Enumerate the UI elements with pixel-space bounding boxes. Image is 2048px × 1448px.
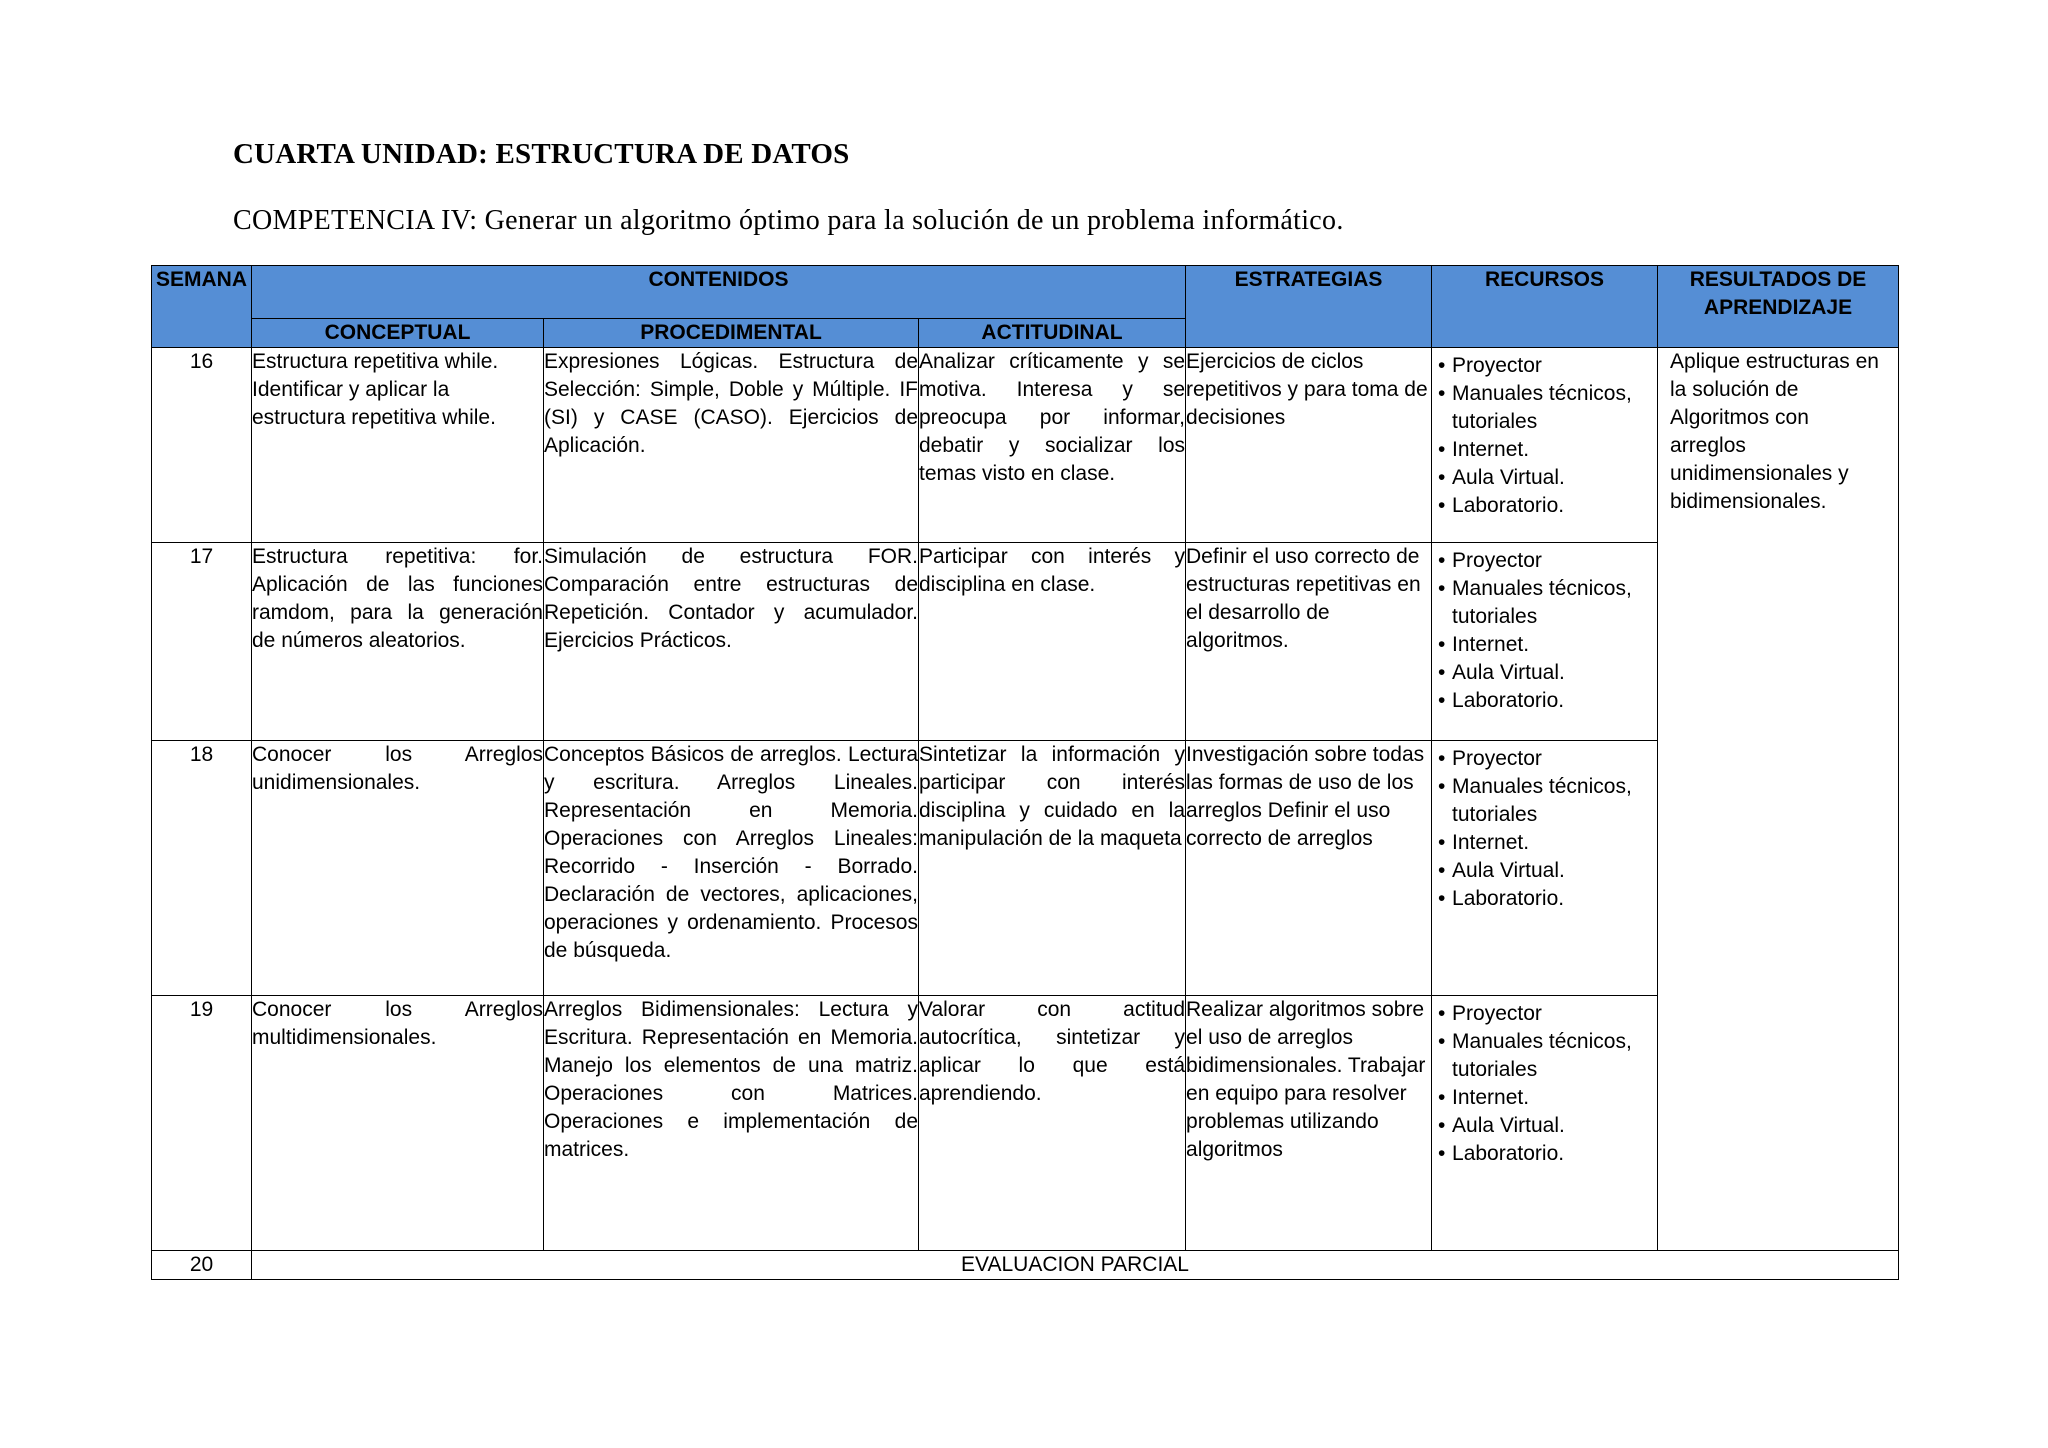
week-number: 17 bbox=[152, 543, 252, 741]
header-contenidos: CONTENIDOS bbox=[252, 266, 1186, 319]
list-item: • Proyector bbox=[1452, 745, 1651, 773]
recursos-list bbox=[1432, 996, 1657, 1168]
recursos-cell bbox=[1432, 543, 1658, 741]
header-estrategias: ESTRATEGIAS bbox=[1186, 266, 1432, 348]
list-item: • Laboratorio. bbox=[1452, 885, 1651, 913]
header-recursos: RECURSOS bbox=[1432, 266, 1658, 348]
procedimental-cell: Arreglos Bidimensionales: Lectura y Escritura. Representación en Memoria. Manejo los elementos de una matriz. Operaciones con Matrices. Operaciones e implementación de matrices. bbox=[544, 996, 919, 1251]
estrategias-cell: Investigación sobre todas las formas de uso de los arreglos Definir el uso correcto de arreglos bbox=[1186, 741, 1432, 996]
estrategias-cell: Definir el uso correcto de estructuras repetitivas en el desarrollo de algoritmos. bbox=[1186, 543, 1432, 741]
list-item: • Laboratorio. bbox=[1452, 492, 1651, 520]
procedimental-cell: Expresiones Lógicas. Estructura de Selección: Simple, Doble y Múltiple. IF (SI) y CASE (CASO). Ejercicios de Aplicación. bbox=[544, 348, 919, 543]
list-item: • Manuales técnicos, tutoriales bbox=[1452, 1028, 1651, 1084]
conceptual-cell: Conocer los Arreglos unidimensionales. bbox=[252, 741, 544, 996]
actitudinal-cell: Valorar con actitud autocrítica, sintetizar y aplicar lo que está aprendiendo. bbox=[919, 996, 1186, 1251]
recursos-cell bbox=[1432, 996, 1658, 1251]
resultado-text: Aplique estructuras en la solución de Algoritmos con arreglos unidimensionales y bidimensionales. bbox=[1670, 350, 1879, 513]
list-item: • Proyector bbox=[1452, 352, 1651, 380]
course-plan-table bbox=[151, 265, 1899, 1280]
week-number: 19 bbox=[152, 996, 252, 1251]
actitudinal-cell: Analizar críticamente y se motiva. Interesa y se preocupa por informar, debatir y socializar los temas visto en clase. bbox=[919, 348, 1186, 543]
list-item: • Aula Virtual. bbox=[1452, 464, 1651, 492]
actitudinal-cell: Participar con interés y disciplina en clase. bbox=[919, 543, 1186, 741]
header-procedimental: PROCEDIMENTAL bbox=[544, 319, 919, 348]
week-number: 20 bbox=[152, 1251, 252, 1280]
recursos-list bbox=[1432, 543, 1657, 715]
list-item: • Manuales técnicos, tutoriales bbox=[1452, 773, 1651, 829]
conceptual-cell: Estructura repetitiva while. Identificar y aplicar la estructura repetitiva while. bbox=[252, 348, 544, 543]
table-row bbox=[152, 348, 1899, 543]
list-item: • Internet. bbox=[1452, 631, 1651, 659]
competencia-statement: COMPETENCIA IV: Generar un algoritmo óptimo para la solución de un problema informático. bbox=[233, 205, 1344, 236]
conceptual-cell: Estructura repetitiva: for. Aplicación de las funciones ramdom, para la generación de números aleatorios. bbox=[252, 543, 544, 741]
recursos-list bbox=[1432, 741, 1657, 913]
list-item: • Internet. bbox=[1452, 829, 1651, 857]
list-item: • Laboratorio. bbox=[1452, 1140, 1651, 1168]
header-actitudinal: ACTITUDINAL bbox=[919, 319, 1186, 348]
list-item: • Manuales técnicos, tutoriales bbox=[1452, 575, 1651, 631]
table-row bbox=[152, 741, 1899, 996]
recursos-cell bbox=[1432, 348, 1658, 543]
evaluation-cell: EVALUACION PARCIAL bbox=[252, 1251, 1899, 1280]
list-item: • Internet. bbox=[1452, 436, 1651, 464]
estrategias-cell: Ejercicios de ciclos repetitivos y para toma de decisiones bbox=[1186, 348, 1432, 543]
list-item: • Aula Virtual. bbox=[1452, 857, 1651, 885]
table-row bbox=[152, 543, 1899, 741]
week-number: 16 bbox=[152, 348, 252, 543]
recursos-list bbox=[1432, 348, 1657, 520]
estrategias-cell: Realizar algoritmos sobre el uso de arreglos bidimensionales. Trabajar en equipo para resolver problemas utilizando algoritmos bbox=[1186, 996, 1432, 1251]
list-item: • Proyector bbox=[1452, 547, 1651, 575]
header-resultados: RESULTADOS DE APRENDIZAJE bbox=[1658, 266, 1899, 348]
list-item: • Manuales técnicos, tutoriales bbox=[1452, 380, 1651, 436]
list-item: • Aula Virtual. bbox=[1452, 659, 1651, 687]
list-item: • Proyector bbox=[1452, 1000, 1651, 1028]
week-number: 18 bbox=[152, 741, 252, 996]
list-item: • Aula Virtual. bbox=[1452, 1112, 1651, 1140]
list-item: • Laboratorio. bbox=[1452, 687, 1651, 715]
conceptual-cell: Conocer los Arreglos multidimensionales. bbox=[252, 996, 544, 1251]
resultados-cell bbox=[1658, 348, 1899, 1251]
unit-title: CUARTA UNIDAD: ESTRUCTURA DE DATOS bbox=[233, 138, 850, 170]
recursos-cell bbox=[1432, 741, 1658, 996]
table-row bbox=[152, 1251, 1899, 1280]
list-item: • Internet. bbox=[1452, 1084, 1651, 1112]
procedimental-cell: Simulación de estructura FOR. Comparación entre estructuras de Repetición. Contador y acumulador. Ejercicios Prácticos. bbox=[544, 543, 919, 741]
actitudinal-cell: Sintetizar la información y participar con interés disciplina y cuidado en la manipulación de la maqueta bbox=[919, 741, 1186, 996]
procedimental-cell: Conceptos Básicos de arreglos. Lectura y escritura. Arreglos Lineales. Representación en Memoria. Operaciones con Arreglos Lineales: Recorrido - Inserción - Borrado. Declaración de vectores, aplicaciones, operaciones y ordenamiento. Procesos de búsqueda. bbox=[544, 741, 919, 996]
header-semana: SEMANA bbox=[152, 266, 252, 348]
table-row bbox=[152, 996, 1899, 1251]
header-conceptual: CONCEPTUAL bbox=[252, 319, 544, 348]
